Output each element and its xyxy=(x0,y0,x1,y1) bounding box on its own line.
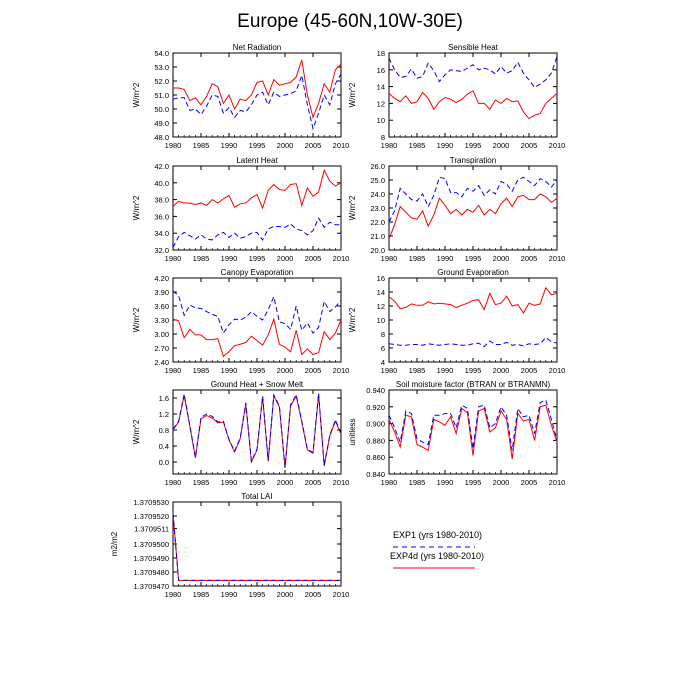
x-tick-label: 2000 xyxy=(492,141,510,150)
legend-label-exp4d: EXP4d (yrs 1980-2010) xyxy=(390,551,485,561)
y-tick-label: 36.0 xyxy=(154,212,169,222)
y-tick-label: 3.30 xyxy=(154,316,169,325)
x-tick-label: 1995 xyxy=(464,478,482,487)
y-tick-label: 18 xyxy=(376,49,385,58)
x-tick-label: 1990 xyxy=(436,141,454,150)
x-tick-label: 2005 xyxy=(520,366,538,375)
x-tick-label: 2000 xyxy=(276,254,294,263)
y-tick-label: 54.0 xyxy=(154,49,169,58)
x-tick-label: 1995 xyxy=(464,141,482,150)
y-tick-label: 0.940 xyxy=(366,386,385,395)
y-tick-label: 0.4 xyxy=(158,442,169,451)
y-tick-label: 1.3709511 xyxy=(134,524,169,534)
y-tick-label: 3.00 xyxy=(154,330,169,339)
x-tick-label: 1985 xyxy=(192,478,210,487)
y-axis-label: unitless xyxy=(348,418,357,446)
x-tick-label: 2005 xyxy=(304,254,322,263)
y-tick-label: 3.60 xyxy=(154,302,169,311)
y-tick-label: 10 xyxy=(376,116,385,126)
y-tick-label: 25.0 xyxy=(370,176,385,185)
y-tick-label: 0.0 xyxy=(158,458,169,467)
y-tick-label: 1.3709480 xyxy=(133,568,169,577)
x-tick-label: 2010 xyxy=(332,366,350,375)
x-tick-label: 2005 xyxy=(304,141,322,150)
x-tick-label: 1980 xyxy=(380,366,398,375)
y-tick-label: 51.0 xyxy=(154,91,169,100)
x-tick-label: 1985 xyxy=(408,366,426,375)
y-tick-label: 0.860 xyxy=(366,453,385,463)
y-tick-label: 14 xyxy=(376,82,385,92)
y-tick-label: 14 xyxy=(376,288,385,297)
y-tick-label: 24.0 xyxy=(370,190,385,199)
x-tick-label: 1995 xyxy=(248,590,266,599)
panel-title: Latent Heat xyxy=(236,156,278,165)
x-tick-label: 2010 xyxy=(332,254,350,263)
x-tick-label: 2000 xyxy=(492,478,510,487)
y-tick-label: 38.0 xyxy=(154,195,169,205)
x-tick-label: 2000 xyxy=(276,590,294,599)
x-tick-label: 1990 xyxy=(220,141,238,150)
y-tick-label: 42.0 xyxy=(154,162,169,171)
x-tick-label: 1980 xyxy=(380,478,398,487)
x-tick-label: 2005 xyxy=(520,478,538,487)
x-tick-label: 1995 xyxy=(248,478,266,487)
x-tick-label: 2005 xyxy=(304,590,322,599)
x-tick-label: 1990 xyxy=(436,366,454,375)
x-tick-label: 2000 xyxy=(276,478,294,487)
y-tick-label: 16 xyxy=(376,274,385,283)
x-tick-label: 2010 xyxy=(332,141,350,150)
x-tick-label: 1980 xyxy=(164,366,182,375)
x-tick-label: 1980 xyxy=(164,141,182,150)
y-axis-label: W/m^2 xyxy=(348,307,357,333)
x-tick-label: 1980 xyxy=(164,254,182,263)
y-tick-label: 34.0 xyxy=(154,229,169,239)
y-tick-label: 2.70 xyxy=(154,344,169,353)
x-tick-label: 2010 xyxy=(332,478,350,487)
panel-title: Ground Evaporation xyxy=(437,268,509,277)
x-tick-label: 2010 xyxy=(332,590,350,599)
x-tick-label: 2000 xyxy=(492,366,510,375)
x-tick-label: 2005 xyxy=(520,254,538,263)
x-tick-label: 2005 xyxy=(304,366,322,375)
x-tick-label: 1985 xyxy=(192,254,210,263)
y-tick-label: 0.840 xyxy=(366,470,385,479)
y-tick-label: 32.0 xyxy=(154,246,169,255)
y-tick-label: 12 xyxy=(376,99,385,109)
panel-title: Ground Heat + Snow Melt xyxy=(210,380,304,389)
panel-title: Net Radiation xyxy=(232,43,282,52)
y-axis-label: W/m^2 xyxy=(132,82,141,108)
x-tick-label: 1995 xyxy=(248,141,266,150)
x-tick-label: 1980 xyxy=(164,590,182,599)
y-tick-label: 20.0 xyxy=(370,246,385,255)
x-tick-label: 1980 xyxy=(380,254,398,263)
x-tick-label: 1980 xyxy=(164,478,182,487)
figure-title: Europe (45-60N,10W-30E) xyxy=(237,11,463,32)
y-tick-label: 40.0 xyxy=(154,178,169,188)
x-tick-label: 1990 xyxy=(220,590,238,599)
x-tick-label: 1985 xyxy=(192,366,210,375)
x-tick-label: 2010 xyxy=(548,366,566,375)
y-tick-label: 0.900 xyxy=(366,419,385,429)
x-tick-label: 1995 xyxy=(464,366,482,375)
x-tick-label: 2010 xyxy=(548,478,566,487)
x-tick-label: 1985 xyxy=(408,254,426,263)
panel-title: Canopy Evaporation xyxy=(220,268,294,277)
y-tick-label: 1.3709470 xyxy=(133,582,169,591)
x-tick-label: 1985 xyxy=(408,141,426,150)
x-tick-label: 1985 xyxy=(408,478,426,487)
y-tick-label: 22.0 xyxy=(370,218,385,227)
y-axis-label: W/m^2 xyxy=(348,82,357,108)
x-tick-label: 2005 xyxy=(304,478,322,487)
y-axis-label: W/m^2 xyxy=(132,195,141,221)
y-tick-label: 1.3709520 xyxy=(133,512,169,521)
x-tick-label: 1990 xyxy=(220,254,238,263)
y-tick-label: 4.20 xyxy=(154,274,169,283)
x-tick-label: 1990 xyxy=(436,254,454,263)
y-tick-label: 10 xyxy=(376,316,385,325)
x-tick-label: 1990 xyxy=(220,366,238,375)
panel-title: Transpiration xyxy=(449,156,497,165)
y-tick-label: 50.0 xyxy=(154,105,169,114)
y-tick-label: 48.0 xyxy=(154,133,169,142)
y-tick-label: 0.920 xyxy=(366,402,385,412)
x-tick-label: 2010 xyxy=(548,254,566,263)
x-tick-label: 1980 xyxy=(380,141,398,150)
y-axis-label: m2/m2 xyxy=(110,531,119,557)
y-axis-label: W/m^2 xyxy=(132,419,141,445)
x-tick-label: 1995 xyxy=(464,254,482,263)
x-tick-label: 2010 xyxy=(548,141,566,150)
y-tick-label: 1.3709530 xyxy=(133,498,169,507)
x-tick-label: 2000 xyxy=(276,366,294,375)
x-tick-label: 1985 xyxy=(192,141,210,150)
y-tick-label: 8 xyxy=(380,133,385,142)
y-tick-label: 1.6 xyxy=(158,394,169,403)
y-tick-label: 23.0 xyxy=(370,204,385,213)
legend-label-exp1: EXP1 (yrs 1980-2010) xyxy=(393,530,483,540)
y-tick-label: 26.0 xyxy=(370,162,385,171)
y-tick-label: 3.90 xyxy=(154,288,169,297)
y-axis-label: W/m^2 xyxy=(132,307,141,333)
y-tick-label: 21.0 xyxy=(370,232,385,241)
y-tick-label: 1.3709490 xyxy=(133,554,169,563)
panel-title: Sensible Heat xyxy=(448,43,498,52)
y-tick-label: 1.3709500 xyxy=(133,540,169,549)
x-tick-label: 1995 xyxy=(248,366,266,375)
y-tick-label: 16 xyxy=(376,65,385,75)
y-tick-label: 0.880 xyxy=(366,436,385,446)
x-tick-label: 2000 xyxy=(492,254,510,263)
x-tick-label: 1985 xyxy=(192,590,210,599)
x-tick-label: 1995 xyxy=(248,254,266,263)
y-tick-label: 8 xyxy=(380,330,385,339)
y-tick-label: 52.0 xyxy=(154,77,169,86)
y-tick-label: 0.8 xyxy=(158,426,169,435)
y-tick-label: 4 xyxy=(380,358,385,367)
y-tick-label: 2.40 xyxy=(154,358,169,367)
x-tick-label: 2000 xyxy=(276,141,294,150)
panel-title: Total LAI xyxy=(241,492,273,501)
y-tick-label: 12 xyxy=(376,302,385,311)
panel-title: Soil moisture factor (BTRAN or BTRANMN) xyxy=(395,380,551,389)
y-tick-label: 6 xyxy=(380,344,385,353)
y-tick-label: 1.2 xyxy=(158,410,169,419)
y-tick-label: 49.0 xyxy=(154,119,169,128)
y-tick-label: 53.0 xyxy=(154,63,169,72)
y-axis-label: W/m^2 xyxy=(348,195,357,221)
x-tick-label: 1990 xyxy=(436,478,454,487)
x-tick-label: 2005 xyxy=(520,141,538,150)
x-tick-label: 1990 xyxy=(220,478,238,487)
